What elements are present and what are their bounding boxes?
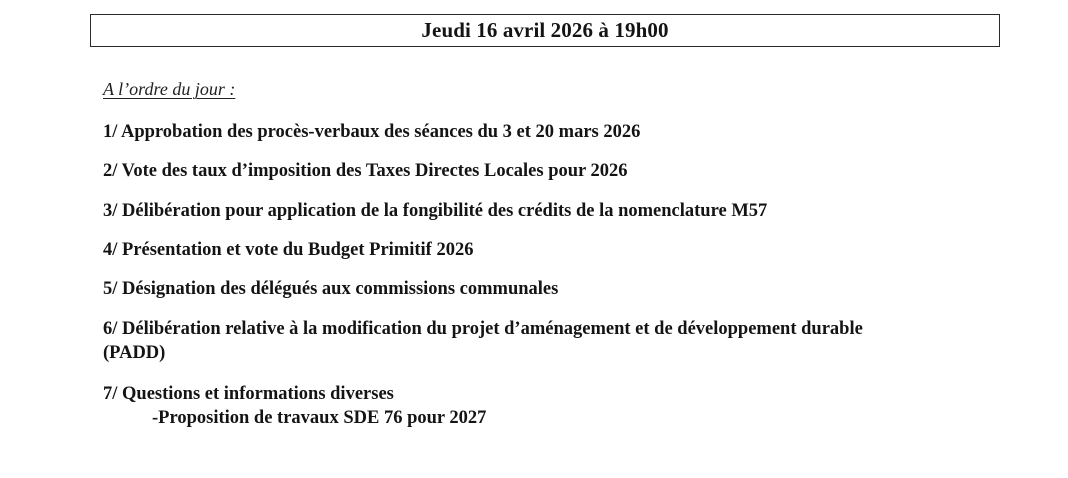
agenda-item-3: 3/ Délibération pour application de la fongibilité des crédits de la nomenclature M57 [103,201,768,221]
agenda-heading: A l’ordre du jour : [103,79,236,99]
agenda-item-6-line2: (PADD) [103,343,166,363]
meeting-date-time: Jeudi 16 avril 2026 à 19h00 [421,18,669,42]
agenda-item-4: 4/ Présentation et vote du Budget Primitif 2026 [103,240,474,260]
agenda-item-6-line1: 6/ Délibération relative à la modification du projet d’aménagement et de développement durable [103,319,863,339]
agenda-item-1: 1/ Approbation des procès-verbaux des séances du 3 et 20 mars 2026 [103,122,641,142]
agenda-item-2: 2/ Vote des taux d’imposition des Taxes Directes Locales pour 2026 [103,161,628,181]
agenda-item-7: 7/ Questions et informations diverses [103,384,394,404]
agenda-item-6 [103,317,863,365]
agenda-item-5: 5/ Désignation des délégués aux commissions communales [103,279,559,299]
meeting-date-box [90,14,1000,47]
agenda-item-7-subitem: -Proposition de travaux SDE 76 pour 2027 [152,408,487,428]
